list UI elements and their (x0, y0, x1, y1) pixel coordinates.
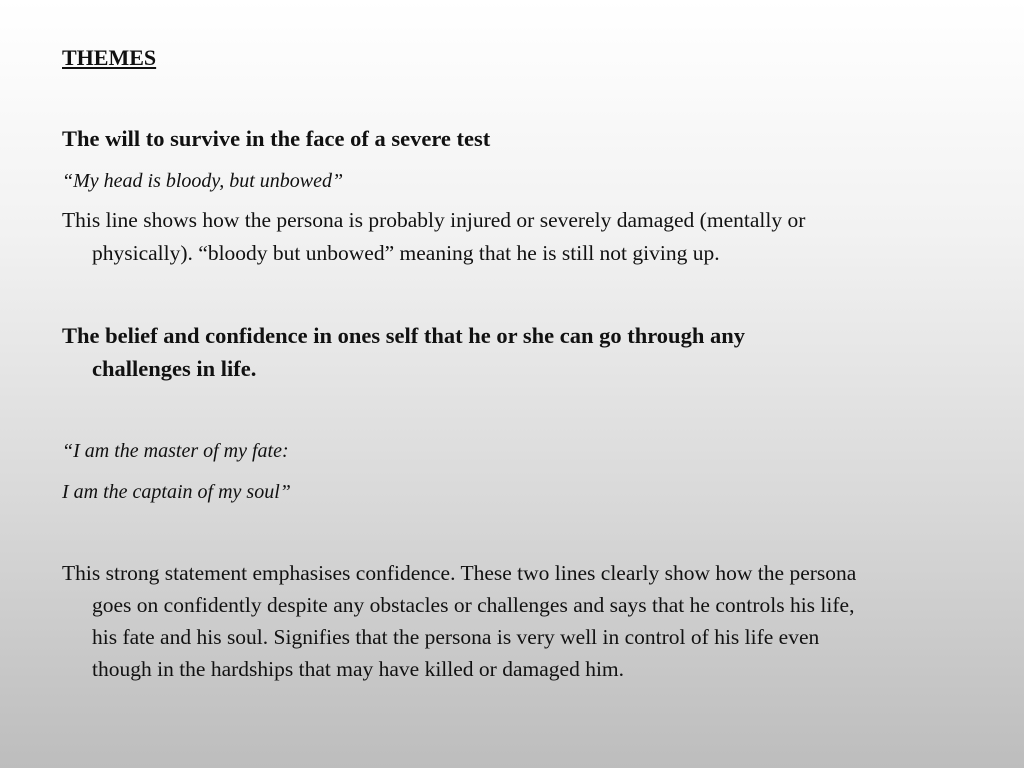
theme-2-explanation-line-1: This strong statement emphasises confidence. These two lines clearly show how the persona (62, 561, 857, 585)
theme-1-explanation-line-1: This line shows how the persona is probably injured or severely damaged (mentally or (62, 208, 806, 232)
theme-2-title-line-1: The belief and confidence in ones self that he or she can go through any (62, 323, 745, 348)
theme-1-explanation-line-2: physically). “bloody but unbowed” meaning that he is still not giving up. (92, 241, 720, 265)
theme-2-title-line-2: challenges in life. (92, 356, 257, 381)
theme-1-quote: “My head is bloody, but unbowed” (62, 170, 344, 192)
slide (62, 0, 962, 768)
theme-2-explanation-line-2: goes on confidently despite any obstacles or challenges and says that he controls his life, (92, 593, 855, 617)
theme-2-quote-line-2: I am the captain of my soul” (62, 481, 291, 503)
theme-1-title: The will to survive in the face of a severe test (62, 126, 491, 151)
themes-heading: THEMES (62, 45, 157, 70)
theme-2-explanation-line-4: though in the hardships that may have killed or damaged him. (92, 657, 625, 681)
theme-2-explanation-line-3: his fate and his soul. Signifies that the persona is very well in control of his life even (92, 625, 820, 649)
theme-2-quote-line-1: “I am the master of my fate: (62, 440, 289, 462)
